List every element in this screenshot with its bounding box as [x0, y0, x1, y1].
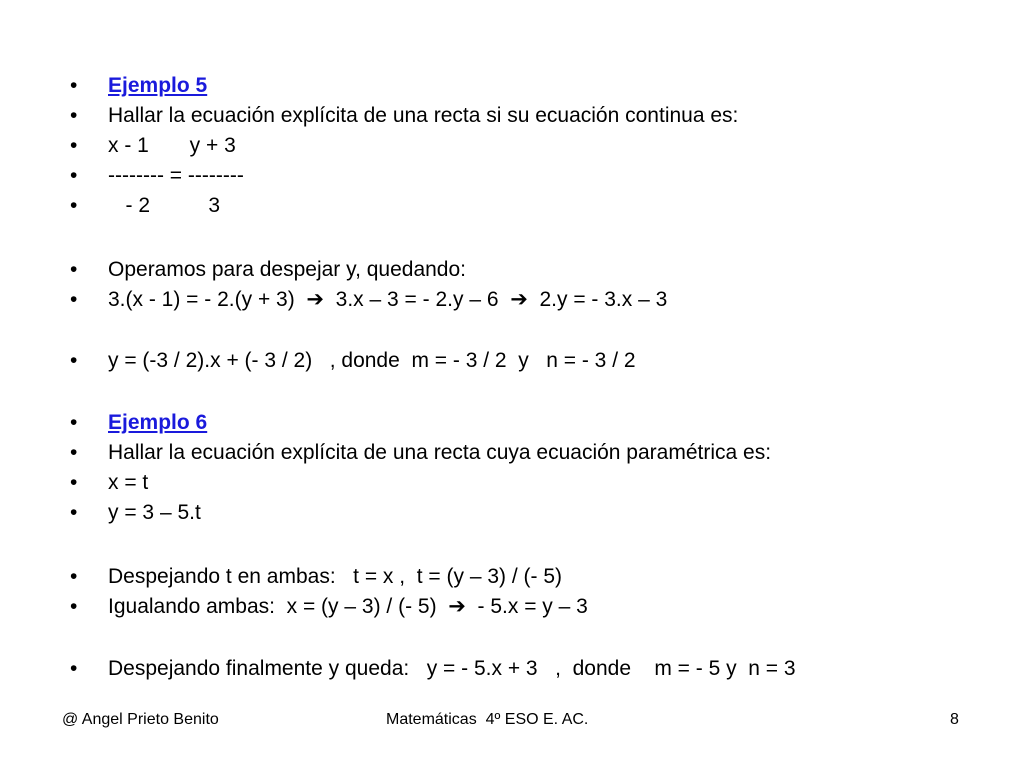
derivation-part-2: 3.x – 3 = - 2.y – 6	[324, 288, 511, 311]
continuous-equation-fraction-bars: -------- = --------	[108, 164, 244, 187]
bullet-line-example6-heading	[70, 408, 208, 438]
bullet-icon: •	[70, 501, 78, 524]
bullet-line-derivation	[70, 285, 668, 315]
example5-heading: Ejemplo 5	[108, 74, 208, 97]
arrow-right-icon: ➔	[306, 288, 324, 311]
operate-step: Operamos para despejar y, quedando:	[108, 258, 467, 281]
bullet-line-operate	[70, 255, 467, 285]
equate-part-1: Igualando ambas: x = (y – 3) / (- 5)	[108, 595, 449, 618]
parametric-y: y = 3 – 5.t	[108, 501, 201, 524]
derivation-chain	[108, 285, 667, 315]
bullet-line-example5-statement	[70, 101, 739, 131]
continuous-equation-denominators: - 2 3	[108, 194, 221, 217]
bullet-line-param-y	[70, 498, 201, 528]
bullet-line-denominators	[70, 191, 221, 221]
bullet-icon: •	[70, 104, 78, 127]
footer-page-number: 8	[950, 711, 959, 728]
continuous-equation-numerators: x - 1 y + 3	[108, 134, 236, 157]
bullet-icon: •	[70, 411, 78, 434]
derivation-part-3: 2.y = - 3.x – 3	[527, 288, 668, 311]
bullet-line-fraction-bars	[70, 161, 244, 191]
example6-result: Despejando finalmente y queda: y = - 5.x + 3 , donde m = - 5 y n = 3	[108, 657, 796, 680]
derivation-part-1: 3.(x - 1) = - 2.(y + 3)	[108, 288, 307, 311]
bullet-line-example5-result	[70, 346, 636, 376]
bullet-icon: •	[70, 471, 78, 494]
footer-course: Matemáticas 4º ESO E. AC.	[386, 711, 589, 728]
bullet-line-example6-result	[70, 654, 796, 684]
bullet-icon: •	[70, 194, 78, 217]
bullet-icon: •	[70, 595, 78, 618]
example6-statement: Hallar la ecuación explícita de una recta cuya ecuación paramétrica es:	[108, 441, 772, 464]
bullet-icon: •	[70, 288, 78, 311]
arrow-right-icon: ➔	[510, 288, 528, 311]
parametric-x: x = t	[108, 471, 149, 494]
bullet-line-numerators	[70, 131, 236, 161]
bullet-icon: •	[70, 441, 78, 464]
bullet-icon: •	[70, 258, 78, 281]
equate-part-2: - 5.x = y – 3	[465, 595, 588, 618]
bullet-line-example6-statement	[70, 438, 772, 468]
bullet-icon: •	[70, 134, 78, 157]
bullet-icon: •	[70, 164, 78, 187]
footer-author: @ Angel Prieto Benito	[62, 711, 219, 728]
bullet-line-solve-t	[70, 562, 563, 592]
equate-step	[108, 592, 588, 622]
example6-heading: Ejemplo 6	[108, 411, 208, 434]
bullet-icon: •	[70, 349, 78, 372]
bullet-line-equate	[70, 592, 588, 622]
arrow-right-icon: ➔	[448, 595, 466, 618]
bullet-line-example5-heading	[70, 71, 208, 101]
example5-result: y = (-3 / 2).x + (- 3 / 2) , donde m = - 3 / 2 y n = - 3 / 2	[108, 349, 636, 372]
bullet-icon: •	[70, 565, 78, 588]
example5-statement: Hallar la ecuación explícita de una recta si su ecuación continua es:	[108, 104, 739, 127]
bullet-icon: •	[70, 74, 78, 97]
bullet-line-param-x	[70, 468, 149, 498]
solve-t-step: Despejando t en ambas: t = x , t = (y – 3) / (- 5)	[108, 565, 563, 588]
bullet-icon: •	[70, 657, 78, 680]
